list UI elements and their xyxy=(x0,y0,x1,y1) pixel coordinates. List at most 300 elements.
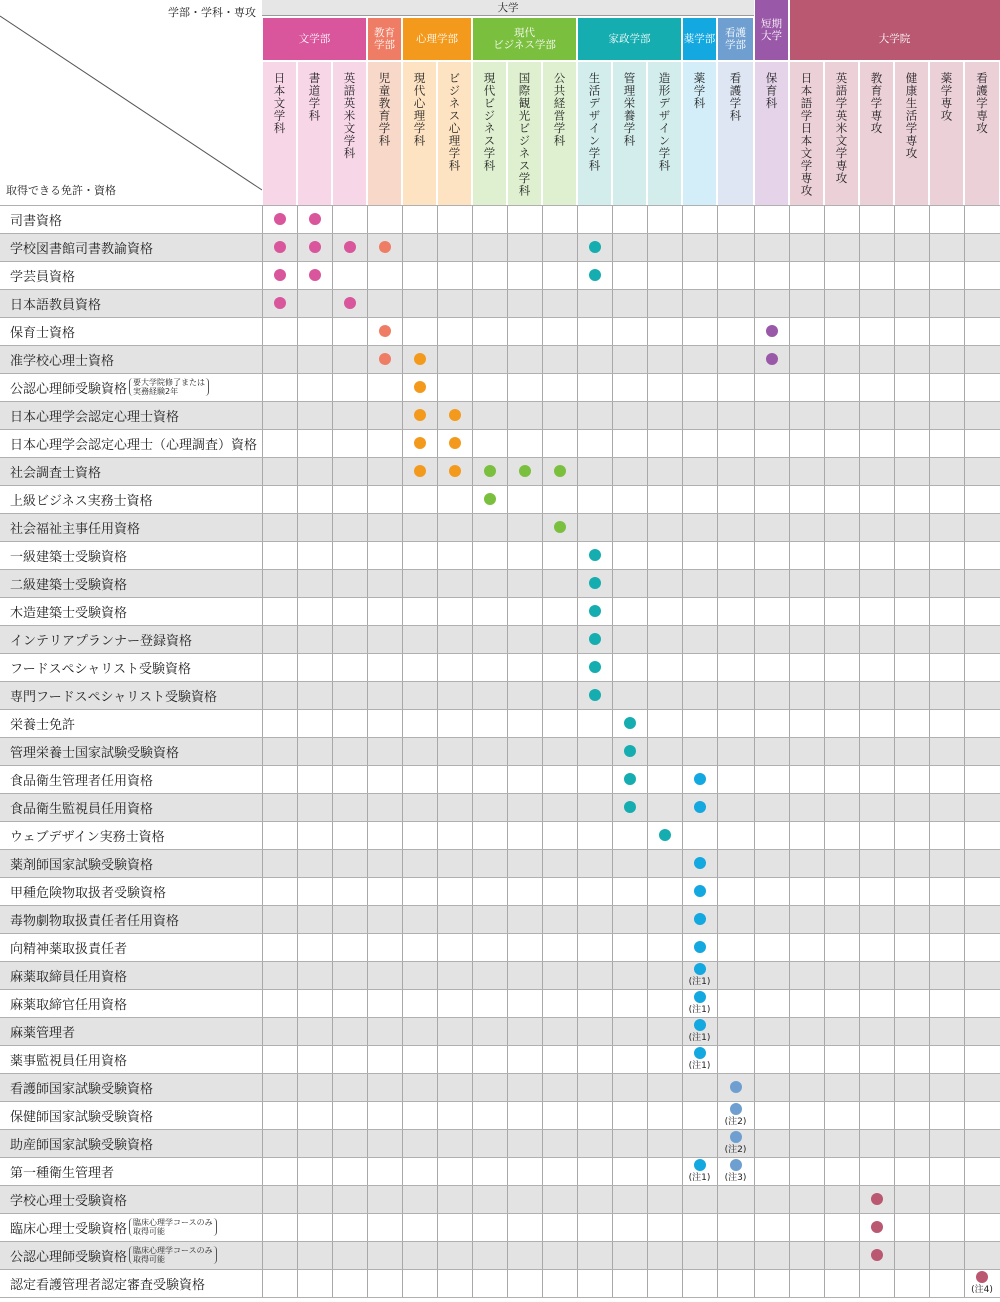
grid-line-vertical xyxy=(824,205,825,1297)
department-label: 国際観光ビジネス学科 xyxy=(517,72,532,197)
qualification-dot xyxy=(694,991,706,1003)
department-header xyxy=(368,62,401,205)
table-row xyxy=(0,289,1000,317)
qualification-dot xyxy=(414,353,426,365)
table-row xyxy=(0,1017,1000,1045)
grid-line-vertical xyxy=(577,205,578,1297)
qualification-label xyxy=(10,457,101,485)
qualification-dot xyxy=(589,549,601,561)
qualification-name: 公認心理師受験資格 xyxy=(10,1249,128,1265)
grid-line-vertical xyxy=(472,205,473,1297)
grid-line-horizontal xyxy=(0,373,1000,374)
table-row xyxy=(0,933,1000,961)
qualification-name: 一級建築士受験資格 xyxy=(10,549,128,565)
grid-line-vertical xyxy=(437,205,438,1297)
table-row xyxy=(0,961,1000,989)
qualification-name: 食品衛生管理者任用資格 xyxy=(10,773,154,789)
department-header xyxy=(930,62,963,205)
department-label: 健康生活学専攻 xyxy=(904,72,919,160)
grid-line-horizontal xyxy=(0,345,1000,346)
qualification-dot xyxy=(871,1221,883,1233)
qualification-label xyxy=(10,765,153,793)
grid-line-horizontal xyxy=(0,709,1000,710)
qualification-label xyxy=(10,681,217,709)
qualification-dot xyxy=(449,409,461,421)
university-header xyxy=(262,0,754,16)
table-row xyxy=(0,709,1000,737)
qualification-dot xyxy=(730,1103,742,1115)
qualification-name: 上級ビジネス実務士資格 xyxy=(10,493,153,509)
table-row xyxy=(0,989,1000,1017)
qualification-name: 毒物劇物取扱責任者任用資格 xyxy=(10,913,180,929)
grid-line-horizontal xyxy=(0,401,1000,402)
faculty-header: 教育 学部 xyxy=(368,18,401,60)
qualification-label xyxy=(10,961,127,989)
table-row xyxy=(0,345,1000,373)
table-row xyxy=(0,625,1000,653)
table-row xyxy=(0,1241,1000,1269)
department-label: 英語英米文学科 xyxy=(342,72,357,160)
qualification-label xyxy=(10,597,127,625)
qualification-label xyxy=(10,989,127,1017)
qualification-dot xyxy=(694,913,706,925)
qualification-dot xyxy=(519,465,531,477)
qualification-note xyxy=(129,378,209,396)
qualification-name: 食品衛生監視員任用資格 xyxy=(10,801,154,817)
grid-line-vertical xyxy=(402,205,403,1297)
grid-line-horizontal xyxy=(0,1269,1000,1270)
table-row xyxy=(0,905,1000,933)
footnote-marker: (注2) xyxy=(724,1145,747,1155)
department-header xyxy=(683,62,716,205)
table-row xyxy=(0,205,1000,233)
qualification-label xyxy=(10,569,127,597)
grid-line-vertical xyxy=(789,205,790,1297)
grid-line-vertical xyxy=(262,205,263,1297)
qualification-label xyxy=(10,1045,127,1073)
grid-line-horizontal xyxy=(0,457,1000,458)
footnote-marker: (注1) xyxy=(688,1173,711,1183)
qualification-dot xyxy=(766,353,778,365)
qualification-label xyxy=(10,1017,75,1045)
qualification-name: 公認心理師受験資格 xyxy=(10,381,128,397)
qualification-dot xyxy=(589,269,601,281)
qualification-label xyxy=(10,1101,153,1129)
university-label: 大学 xyxy=(497,2,519,14)
grid-line-horizontal xyxy=(0,849,1000,850)
qualification-dot xyxy=(414,409,426,421)
qualification-dot xyxy=(730,1081,742,1093)
table-row xyxy=(0,681,1000,709)
qualification-label xyxy=(10,233,153,261)
qualification-dot xyxy=(414,437,426,449)
qualification-dot xyxy=(379,353,391,365)
table-row xyxy=(0,765,1000,793)
table-row xyxy=(0,317,1000,345)
department-label: 公共経営学科 xyxy=(552,72,567,147)
qualification-note-line: 取得可能 xyxy=(133,1227,166,1236)
grid-line-horizontal xyxy=(0,485,1000,486)
qualification-dot xyxy=(694,1159,706,1171)
qualification-dot xyxy=(694,773,706,785)
grid-line-horizontal xyxy=(0,569,1000,570)
table-row xyxy=(0,737,1000,765)
qualification-name: 麻薬管理者 xyxy=(10,1025,76,1041)
grid-line-horizontal xyxy=(0,1045,1000,1046)
department-label: 教育学専攻 xyxy=(869,72,884,135)
qualification-name: 准学校心理士資格 xyxy=(10,353,115,369)
grid-line-vertical xyxy=(859,205,860,1297)
department-header xyxy=(613,62,646,205)
qualification-name: 専門フードスペシャリスト受験資格 xyxy=(10,689,217,705)
qualification-dot xyxy=(659,829,671,841)
qualification-dot xyxy=(730,1159,742,1171)
qualification-label xyxy=(10,429,257,457)
grid-line-horizontal xyxy=(0,765,1000,766)
grid-line-horizontal xyxy=(0,793,1000,794)
qualification-dot xyxy=(274,241,286,253)
grid-line-vertical xyxy=(507,205,508,1297)
grid-line-horizontal xyxy=(0,1073,1000,1074)
qualification-label xyxy=(10,737,179,765)
department-label: 薬学専攻 xyxy=(939,72,954,122)
department-label: 現代心理学科 xyxy=(412,72,427,147)
table-row xyxy=(0,541,1000,569)
department-header xyxy=(403,62,436,205)
qualification-note xyxy=(129,1218,217,1236)
department-header xyxy=(718,62,753,205)
qualification-label xyxy=(10,373,209,401)
table-row xyxy=(0,1045,1000,1073)
qualification-name: 管理栄養士国家試験受験資格 xyxy=(10,745,180,761)
qualification-label xyxy=(10,793,153,821)
department-label: 薬学科 xyxy=(692,72,707,110)
table-row xyxy=(0,373,1000,401)
grid-line-horizontal xyxy=(0,1241,1000,1242)
table-row xyxy=(0,485,1000,513)
qualification-dot xyxy=(694,1047,706,1059)
grid-line-vertical xyxy=(297,205,298,1297)
qualification-dot xyxy=(589,661,601,673)
qualification-note-line: 取得可能 xyxy=(133,1255,166,1264)
qualification-name: 臨床心理士受験資格 xyxy=(10,1221,128,1237)
qualification-dot xyxy=(871,1249,883,1261)
table-row xyxy=(0,1269,1000,1297)
grid-line-horizontal xyxy=(0,653,1000,654)
grid-line-horizontal xyxy=(0,429,1000,430)
qualification-label xyxy=(10,289,101,317)
qualification-dot xyxy=(449,437,461,449)
grid-line-vertical xyxy=(964,205,965,1297)
qualification-dot xyxy=(554,465,566,477)
department-header xyxy=(263,62,296,205)
table-row xyxy=(0,1157,1000,1185)
qualification-label xyxy=(10,1213,217,1241)
qualification-name: 保育士資格 xyxy=(10,325,76,341)
qualification-dot xyxy=(379,241,391,253)
qualification-name: フードスペシャリスト受験資格 xyxy=(10,661,191,677)
grid-line-vertical xyxy=(929,205,930,1297)
corner-diagonal xyxy=(0,0,262,205)
grid-line-horizontal xyxy=(0,261,1000,262)
qualification-label xyxy=(10,933,127,961)
table-row xyxy=(0,569,1000,597)
qualification-dot xyxy=(976,1271,988,1283)
qualification-dot xyxy=(624,773,636,785)
table-row xyxy=(0,429,1000,457)
qualification-label xyxy=(10,513,140,541)
department-header xyxy=(755,62,788,205)
faculty-header: 短期 大学 xyxy=(755,0,788,60)
qualification-dot xyxy=(414,465,426,477)
qualification-label xyxy=(10,261,75,289)
qualification-name: 栄養士免許 xyxy=(10,717,76,733)
corner-bottom-label: 取得できる免許・資格 xyxy=(6,184,116,197)
grid-line-horizontal xyxy=(0,877,1000,878)
table-row xyxy=(0,233,1000,261)
qualification-dot xyxy=(694,801,706,813)
corner-top-label: 学部・学科・専攻 xyxy=(168,6,256,19)
qualification-label xyxy=(10,1241,217,1269)
qualification-name: 第一種衛生管理者 xyxy=(10,1165,115,1181)
qualification-name: 学校図書館司書教諭資格 xyxy=(10,241,154,257)
qualification-dot xyxy=(694,857,706,869)
qualification-name: 日本心理学会認定心理士（心理調査）資格 xyxy=(10,437,258,453)
table-row xyxy=(0,457,1000,485)
department-label: 日本語学日本文学専攻 xyxy=(799,72,814,197)
table-row xyxy=(0,1129,1000,1157)
qualification-label xyxy=(10,485,153,513)
department-header xyxy=(825,62,858,205)
grid-line-horizontal xyxy=(0,205,1000,206)
qualification-dot xyxy=(414,381,426,393)
table-row xyxy=(0,597,1000,625)
qualification-dot xyxy=(694,963,706,975)
department-header xyxy=(298,62,331,205)
qualification-label xyxy=(10,1073,153,1101)
grid-line-vertical xyxy=(367,205,368,1297)
qualification-name: 甲種危険物取扱者受験資格 xyxy=(10,885,167,901)
qualification-label xyxy=(10,1129,153,1157)
department-header xyxy=(790,62,823,205)
qualification-name: 二級建築士受験資格 xyxy=(10,577,128,593)
qualification-label xyxy=(10,205,62,233)
qualification-name: 社会調査士資格 xyxy=(10,465,102,481)
table-row xyxy=(0,793,1000,821)
department-label: 英語学英米文学専攻 xyxy=(834,72,849,185)
qualification-label xyxy=(10,317,75,345)
faculty-header: 文学部 xyxy=(263,18,366,60)
qualification-label xyxy=(10,849,153,877)
department-header xyxy=(333,62,366,205)
qualification-dot xyxy=(589,241,601,253)
grid-line-horizontal xyxy=(0,961,1000,962)
qualification-dot xyxy=(694,941,706,953)
department-header xyxy=(508,62,541,205)
department-label: 管理栄養学科 xyxy=(622,72,637,147)
grid-line-vertical xyxy=(894,205,895,1297)
grid-line-vertical xyxy=(612,205,613,1297)
qualification-dot xyxy=(694,1019,706,1031)
qualification-note-line: 臨床心理学コースのみ xyxy=(133,1246,213,1255)
qualification-name: 社会福祉主事任用資格 xyxy=(10,521,141,537)
department-header xyxy=(473,62,506,205)
grid-line-horizontal xyxy=(0,821,1000,822)
qualification-dot xyxy=(554,521,566,533)
qualification-label xyxy=(10,709,75,737)
grid-line-vertical xyxy=(682,205,683,1297)
department-label: 日本文学科 xyxy=(272,72,287,135)
grid-line-horizontal xyxy=(0,737,1000,738)
qualification-note-line: 臨床心理学コースのみ xyxy=(133,1218,213,1227)
grid-line-vertical xyxy=(717,205,718,1297)
table-row xyxy=(0,653,1000,681)
qualification-name: 看護師国家試験受験資格 xyxy=(10,1081,154,1097)
grid-line-horizontal xyxy=(0,597,1000,598)
qualification-dot xyxy=(624,801,636,813)
qualification-name: 学芸員資格 xyxy=(10,269,76,285)
footnote-marker: (注1) xyxy=(688,1033,711,1043)
qualification-dot xyxy=(624,717,636,729)
department-label: 造形デザイン学科 xyxy=(657,72,672,172)
table-row xyxy=(0,877,1000,905)
grid-line-horizontal xyxy=(0,1185,1000,1186)
qualification-name: 保健師国家試験受験資格 xyxy=(10,1109,154,1125)
footnote-marker: (注1) xyxy=(688,1061,711,1071)
grid-line-horizontal xyxy=(0,317,1000,318)
footnote-marker: (注3) xyxy=(724,1173,747,1183)
qualification-name: インテリアプランナー登録資格 xyxy=(10,633,193,649)
qualification-dot xyxy=(449,465,461,477)
department-header xyxy=(438,62,471,205)
grid-line-horizontal xyxy=(0,905,1000,906)
department-label: 児童教育学科 xyxy=(377,72,392,147)
grid-line-horizontal xyxy=(0,1297,1000,1298)
department-header xyxy=(578,62,611,205)
table-row xyxy=(0,849,1000,877)
department-label: 看護学科 xyxy=(728,72,743,122)
grid-line-vertical xyxy=(542,205,543,1297)
qualification-dot xyxy=(589,605,601,617)
qualification-dot xyxy=(589,633,601,645)
grid-line-vertical xyxy=(647,205,648,1297)
qualification-label xyxy=(10,877,166,905)
qualification-note-line: 実務経験2年 xyxy=(133,387,179,396)
footnote-marker: (注4) xyxy=(971,1285,993,1295)
table-row xyxy=(0,821,1000,849)
grid-line-horizontal xyxy=(0,541,1000,542)
qualification-dot xyxy=(624,745,636,757)
grid-line-horizontal xyxy=(0,1213,1000,1214)
faculty-header: 看護 学部 xyxy=(718,18,753,60)
qualification-label xyxy=(10,1185,127,1213)
qualification-label xyxy=(10,1157,114,1185)
qualification-dot xyxy=(589,577,601,589)
qualification-dot xyxy=(274,269,286,281)
department-label: 看護学専攻 xyxy=(975,72,989,135)
qualification-dot xyxy=(274,297,286,309)
grid-line-vertical xyxy=(754,205,755,1297)
table-row xyxy=(0,513,1000,541)
department-header xyxy=(860,62,893,205)
qualification-name: 日本心理学会認定心理士資格 xyxy=(10,409,180,425)
department-header xyxy=(965,62,999,205)
qualification-label xyxy=(10,401,179,429)
qualification-note-line: 要大学院修了または xyxy=(133,378,206,387)
grid-line-horizontal xyxy=(0,1157,1000,1158)
qualification-name: 麻薬取締員任用資格 xyxy=(10,969,128,985)
qualification-name: 木造建築士受験資格 xyxy=(10,605,128,621)
department-header xyxy=(648,62,681,205)
footnote-marker: (注1) xyxy=(688,977,711,987)
qualification-dot xyxy=(694,885,706,897)
grid-line-horizontal xyxy=(0,233,1000,234)
qualification-name: 日本語教員資格 xyxy=(10,297,102,313)
faculty-header: 家政学部 xyxy=(578,18,681,60)
department-label: 保育科 xyxy=(764,72,779,110)
table-row xyxy=(0,1185,1000,1213)
qualification-label xyxy=(10,1269,205,1297)
department-header xyxy=(895,62,928,205)
department-label: ビジネス心理学科 xyxy=(447,72,462,172)
qualification-dot xyxy=(344,241,356,253)
qualification-label xyxy=(10,653,191,681)
qualification-name: 麻薬取締官任用資格 xyxy=(10,997,128,1013)
qualification-name: ウェブデザイン実務士資格 xyxy=(10,829,165,845)
grid-line-horizontal xyxy=(0,1101,1000,1102)
qualification-dot xyxy=(379,325,391,337)
qualification-label xyxy=(10,821,165,849)
grid-line-horizontal xyxy=(0,513,1000,514)
qualification-dot xyxy=(309,269,321,281)
footnote-marker: (注2) xyxy=(724,1117,747,1127)
qualification-name: 学校心理士受験資格 xyxy=(10,1193,128,1209)
qualification-dot xyxy=(484,465,496,477)
table-row xyxy=(0,1073,1000,1101)
grid-line-horizontal xyxy=(0,1017,1000,1018)
qualification-label xyxy=(10,625,192,653)
qualification-name: 認定看護管理者認定審査受験資格 xyxy=(10,1277,206,1293)
department-label: 生活デザイン学科 xyxy=(587,72,602,172)
table-row xyxy=(0,401,1000,429)
qualification-dot xyxy=(274,213,286,225)
footnote-marker: (注1) xyxy=(688,1005,711,1015)
qualification-label xyxy=(10,905,179,933)
qualification-name: 向精神薬取扱責任者 xyxy=(10,941,128,957)
grid-line-horizontal xyxy=(0,625,1000,626)
table-row xyxy=(0,1213,1000,1241)
qualification-dot xyxy=(871,1193,883,1205)
qualification-dot xyxy=(484,493,496,505)
qualification-dot xyxy=(766,325,778,337)
qualification-name: 薬事監視員任用資格 xyxy=(10,1053,128,1069)
grid-line-horizontal xyxy=(0,989,1000,990)
faculty-header: 現代 ビジネス学部 xyxy=(473,18,576,60)
faculty-header: 薬学部 xyxy=(683,18,716,60)
qualification-name: 薬剤師国家試験受験資格 xyxy=(10,857,154,873)
qualification-label xyxy=(10,541,127,569)
qualification-dot xyxy=(344,297,356,309)
qualification-note xyxy=(129,1246,217,1264)
qualification-dot xyxy=(730,1131,742,1143)
department-label: 書道学科 xyxy=(307,72,322,122)
department-header xyxy=(543,62,576,205)
qualification-name: 助産師国家試験受験資格 xyxy=(10,1137,154,1153)
qualification-label xyxy=(10,345,114,373)
qualification-dot xyxy=(589,689,601,701)
qualification-name: 司書資格 xyxy=(10,213,63,229)
qualification-dot xyxy=(309,241,321,253)
